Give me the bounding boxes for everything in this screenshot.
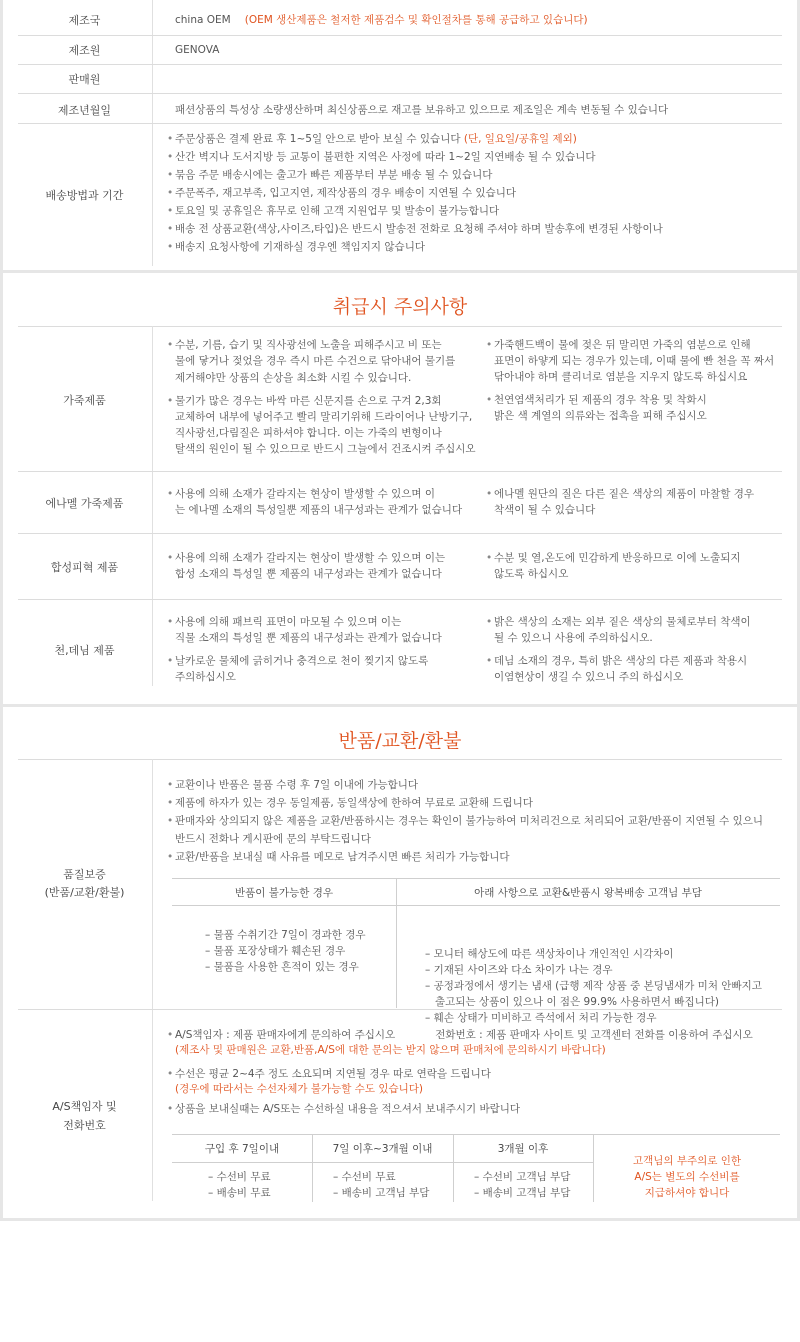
shipping-label: 배송방법과 기간 xyxy=(45,189,124,202)
leather-note-cont: 밝은 색 계열의 의류와는 접촉을 피해 주십시오 xyxy=(494,410,707,422)
quality-item: • 제품에 하자가 있는 경우 동일제품, 동일색상에 한하여 무료로 교환해 드립니다 xyxy=(175,795,533,812)
as-item-note: (제조사 및 판매원은 교환,반품,A/S에 대한 문의는 받지 않으며 판매처에 문의하시기 바랍니다) xyxy=(175,1044,606,1056)
divider xyxy=(18,533,782,534)
divider xyxy=(152,759,153,1201)
fabric-note: • 데님 소재의 경우, 특히 밝은 색상의 다른 제품과 착용시 xyxy=(494,653,747,670)
seller-label: 판매원 xyxy=(68,73,101,86)
leather-note-cont: 물에 닿거나 젖었을 경우 즉시 마른 수건으로 닦아내어 물기를 xyxy=(175,355,456,367)
divider xyxy=(0,1218,800,1221)
enamel-note: • 에나멜 원단의 질은 다른 짙은 색상의 제품이 마찰할 경우 xyxy=(494,486,754,503)
fabric-note-cont: 직물 소재의 특성일 뿐 제품의 내구성과는 관계가 없습니다 xyxy=(175,632,442,644)
divider xyxy=(172,1162,593,1163)
leather-label: 가죽제품 xyxy=(63,394,106,407)
leather-note-cont: 직사광선,다림질은 피하셔야 합니다. 이는 가죽의 변형이나 xyxy=(175,427,442,439)
divider xyxy=(18,326,782,327)
enamel-note-cont: 는 에나멜 소재의 특성일뿐 제품의 내구성과는 관계가 없습니다 xyxy=(175,504,463,516)
as-item: • 수선은 평균 2~4주 정도 소요되며 지연될 경우 따로 연락을 드립니다 xyxy=(175,1066,491,1083)
shipping-item: • 배송지 요청사항에 기재하실 경우엔 책임지지 않습니다 xyxy=(175,239,425,256)
country-label: 제조국 xyxy=(68,14,101,27)
quality-label: 품질보증 (반품/교환/환불) xyxy=(44,868,125,899)
leather-note-cont: 닦아내야 하며 클리너로 염분을 지우지 않도록 하십시요 xyxy=(494,371,748,383)
fabric-note: • 밝은 색상의 소재는 외부 짙은 색상의 물체로부터 착색이 xyxy=(494,614,751,631)
fee-header: 7일 이후~3개월 이내 xyxy=(332,1143,433,1155)
enamel-label: 에나멜 가죽제품 xyxy=(45,497,124,510)
care-title: 취급시 주의사항 xyxy=(332,296,468,318)
fee-header: 구입 후 7일이내 xyxy=(204,1143,280,1155)
leather-note-cont: 표면이 하얗게 되는 경우가 있는데, 이때 물에 빤 천을 꼭 짜서 xyxy=(494,355,775,367)
returns-title: 반품/교환/환불 xyxy=(338,730,462,752)
fabric-note: • 사용에 의해 패브릭 표면이 마모될 수 있으며 이는 xyxy=(175,614,401,631)
table-header: 아래 사항으로 교환&반품시 왕복배송 고객님 부담 xyxy=(474,887,702,899)
synth-note: • 수분 및 열,온도에 민감하게 반응하므로 이에 노출되지 xyxy=(494,550,741,567)
shipping-item: • 산간 벽지나 도서지방 등 교통이 불편한 지역은 사정에 따라 1~2일 지연배송 될 수 있습니다 xyxy=(175,149,596,166)
shipping-item: • 주문폭주, 재고부족, 입고지연, 제작상품의 경우 배송이 지연될 수 있습니다 xyxy=(175,185,516,202)
table-header: 반품이 불가능한 경우 xyxy=(235,887,333,899)
fee-cell: – 수선비 고객님 부담 – 배송비 고객님 부담 xyxy=(474,1171,571,1199)
synth-note: • 사용에 의해 소재가 갈라지는 현상이 발생할 수 있으며 이는 xyxy=(175,550,445,567)
divider xyxy=(172,905,780,906)
as-item: • A/S책임자 : 제품 판매자에게 문의하여 주십시오 전화번호 : 제품 판매자 사이트 및 고객센터 전화를 이용하여 주십시오 xyxy=(175,1027,753,1044)
table-cell: – 모니터 해상도에 따른 색상차이나 개인적인 시각차이 – 기재된 사이즈와 다소 차이가 나는 경우 – 공정과정에서 생기는 냄새 (급행 제작 상품 중 본딩냄새가 미처 안빠지고 출고되는 상품이 있으나 이 점은 99.9% 사용하면서 빠집니다) – 훼손 상태가 미비하고 즉석에서 처리 가능한 경우 xyxy=(425,948,762,1024)
quality-item: • 교환이나 반품은 물품 수령 후 7일 이내에 가능합니다 xyxy=(175,777,418,794)
shipping-item: • 배송 전 상품교환(색상,사이즈,타입)은 반드시 발송전 전화로 요청해 주셔야 하며 발송후에 변경된 사항이나 xyxy=(175,221,663,238)
divider xyxy=(18,759,782,760)
shipping-item: • 주문상품은 결제 완료 후 1~5일 안으로 받아 보실 수 있습니다 (단, 일요일/공휴일 제외) xyxy=(175,131,577,148)
divider xyxy=(18,64,782,65)
fabric-note: • 날카로운 물체에 긁히거나 충격으로 천이 찢기지 않도록 xyxy=(175,653,428,670)
divider xyxy=(152,0,153,266)
date-label: 제조년월일 xyxy=(57,104,112,117)
quality-item: • 교환/반품을 보내실 때 사유를 메모로 남겨주시면 빠른 처리가 가능합니다 xyxy=(175,849,510,866)
leather-note: • 천연염색처리가 된 제품의 경우 착용 및 착화시 xyxy=(494,392,707,409)
leather-note: • 수분, 기름, 습기 및 직사광선에 노출을 피해주시고 비 또는 xyxy=(175,337,442,354)
country-value: china OEM (OEM 생산제품은 철저한 제품검수 및 확인절차를 통해 공급하고 있습니다) xyxy=(175,14,588,26)
fabric-note-cont: 될 수 있으니 사용에 주의하십시오. xyxy=(494,632,653,644)
fabric-note-cont: 이염현상이 생길 수 있으니 주의 하십시오 xyxy=(494,671,684,683)
enamel-note: • 사용에 의해 소재가 갈라지는 현상이 발생할 수 있으며 이 xyxy=(175,486,435,503)
divider xyxy=(18,471,782,472)
date-value: 패션상품의 특성상 소량생산하며 최신상품으로 재고를 보유하고 있으므로 제조일은 계속 변동될 수 있습니다 xyxy=(175,104,669,116)
leather-note-cont: 교체하여 내부에 넣어주고 빨리 말리기위해 드라이어나 난방기구, xyxy=(175,411,473,423)
divider xyxy=(18,599,782,600)
as-item-note: (경우에 따라서는 수선자체가 불가능할 수도 있습니다) xyxy=(175,1083,424,1095)
divider xyxy=(18,1009,782,1010)
quality-item-cont: 반드시 전화나 게시판에 문의 부탁드립니다 xyxy=(175,833,371,845)
maker-value: GENOVA xyxy=(175,44,220,56)
divider xyxy=(18,35,782,36)
fee-cell: – 수선비 무료 – 배송비 무료 xyxy=(208,1171,271,1199)
fee-cell: – 수선비 무료 – 배송비 고객님 부담 xyxy=(333,1171,430,1199)
quality-item: • 판매자와 상의되지 않은 제품을 교환/반품하시는 경우는 확인이 불가능하여 미처리건으로 처리되어 교환/반품이 지연될 수 있으니 xyxy=(175,813,763,830)
divider xyxy=(18,93,782,94)
synth-note-cont: 않도록 하십시오 xyxy=(494,568,569,580)
synth-label: 합성피혁 제품 xyxy=(50,561,119,574)
table-cell: – 물품 수취기간 7일이 경과한 경우 – 물품 포장상태가 훼손된 경우 – 물품을 사용한 흔적이 있는 경우 xyxy=(205,929,366,973)
leather-note-cont: 제거해야만 상품의 손상을 최소화 시킬 수 있습니다. xyxy=(175,372,412,384)
leather-note-cont: 탈색의 원인이 될 수 있으므로 반드시 그늘에서 건조시켜 주십시오 xyxy=(175,443,476,455)
as-item: • 상품을 보내실때는 A/S또는 수선하실 내용을 적으셔서 보내주시기 바랍니다 xyxy=(175,1101,520,1118)
divider xyxy=(152,326,153,686)
shipping-item: • 토요일 및 공휴일은 휴무로 인해 고객 지원업무 및 발송이 불가능합니다 xyxy=(175,203,499,220)
fee-note: 고객님의 부주의로 인한 A/S는 별도의 수선비를 지급하셔야 합니다 xyxy=(632,1155,742,1199)
fabric-label: 천,데님 제품 xyxy=(54,644,115,657)
divider xyxy=(172,878,780,879)
as-label: A/S책임자 및 전화번호 xyxy=(52,1100,117,1132)
leather-note: • 물기가 많은 경우는 바싹 마른 신문지를 손으로 구겨 2,3회 xyxy=(175,393,442,410)
divider xyxy=(172,1134,780,1135)
leather-note: • 가죽핸드백이 물에 젖은 뒤 말리면 가죽의 염분으로 인해 xyxy=(494,337,751,354)
divider xyxy=(18,123,782,124)
maker-label: 제조원 xyxy=(68,44,101,57)
enamel-note-cont: 착색이 될 수 있습니다 xyxy=(494,504,596,516)
fabric-note-cont: 주의하십시오 xyxy=(175,671,236,683)
fee-header: 3개월 이후 xyxy=(497,1143,549,1155)
shipping-item: • 묶음 주문 배송시에는 출고가 빠른 제품부터 부분 배송 될 수 있습니다 xyxy=(175,167,492,184)
synth-note-cont: 합성 소재의 특성일 뿐 제품의 내구성과는 관계가 없습니다 xyxy=(175,568,442,580)
